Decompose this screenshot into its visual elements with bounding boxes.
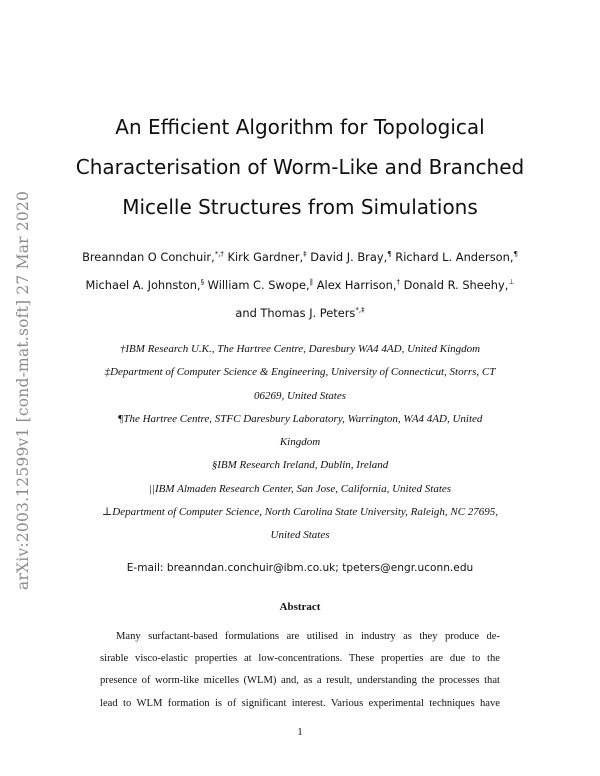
affiliation-line: †IBM Research U.K., The Hartree Centre, Daresbury WA4 4AD, United Kingdom	[119, 343, 481, 355]
abstract-line: sirable visco-elastic properties at low-concentrations. These properties are due to the	[100, 653, 500, 665]
abstract-line: Many surfactant-based formulations are utilised in industry as they produce de-	[116, 631, 500, 642]
author-name: William C. Swope,	[204, 278, 310, 292]
author-mark: ¶	[513, 250, 518, 258]
author-mark: ⊥	[508, 278, 515, 286]
author-line-1	[0, 243, 600, 271]
affiliation-line: ‡Department of Computer Science & Engineering, University of Connecticut, Storrs, CT	[104, 366, 496, 379]
abstract-line: lead to WLM formation is of significant interest. Various experimental techniques have	[100, 697, 500, 709]
author-mark: ∥	[309, 278, 314, 286]
affiliation-line: ¶The Hartree Centre, STFC Daresbury Laboratory, Warrington, WA4 4AD, United	[117, 412, 483, 425]
paper-title	[0, 107, 600, 227]
affiliation-line: United States	[270, 529, 330, 542]
author-line-3	[0, 299, 600, 327]
author-name: and Thomas J. Peters	[235, 306, 356, 320]
abstract-heading: Abstract	[279, 601, 321, 613]
title-line-3: Micelle Structures from Simulations	[122, 195, 478, 219]
author-name: Breanndan O Conchuir,	[82, 250, 215, 264]
arxiv-identifier-stamp: arXiv:2003.12599v1 [cond-mat.soft] 27 Mar 2020	[14, 190, 32, 590]
abstract-line: presence of worm-like micelles (WLM) and, as a result, understanding the processes that	[100, 675, 500, 687]
affiliation-line: ⊥Department of Computer Science, North Carolina State University, Raleigh, NC 27695,	[101, 506, 499, 519]
affiliation-line: ||IBM Almaden Research Center, San Jose, California, United States	[148, 482, 452, 495]
affiliation-line: Kingdom	[279, 436, 321, 449]
author-line-2	[0, 271, 600, 299]
contact-email: E-mail: breanndan.conchuir@ibm.co.uk; tpeters@engr.uconn.edu	[126, 562, 474, 574]
author-name: Richard L. Anderson,	[391, 250, 514, 264]
affiliation-line: §IBM Research Ireland, Dublin, Ireland	[211, 459, 389, 472]
author-name: Alex Harrison,	[313, 278, 397, 292]
title-line-1: An Efficient Algorithm for Topological	[115, 115, 485, 139]
author-mark: ‡	[303, 250, 307, 258]
author-mark: *,‡	[355, 306, 365, 314]
affiliation-list	[70, 338, 530, 548]
abstract-body	[100, 626, 500, 715]
page-number: 1	[297, 726, 303, 738]
author-mark: †	[396, 278, 400, 286]
title-line-2: Characterisation of Worm-Like and Branched	[75, 155, 525, 179]
author-mark: §	[200, 278, 205, 286]
affiliation-line: 06269, United States	[254, 389, 346, 402]
author-name: Michael A. Johnston,	[85, 278, 201, 292]
author-mark: ¶	[387, 250, 392, 258]
author-name: David J. Bray,	[306, 250, 388, 264]
author-name: Donald R. Sheehy,	[400, 278, 509, 292]
author-mark: *,†	[214, 250, 224, 258]
author-name: Kirk Gardner,	[223, 250, 304, 264]
author-list	[0, 243, 600, 327]
